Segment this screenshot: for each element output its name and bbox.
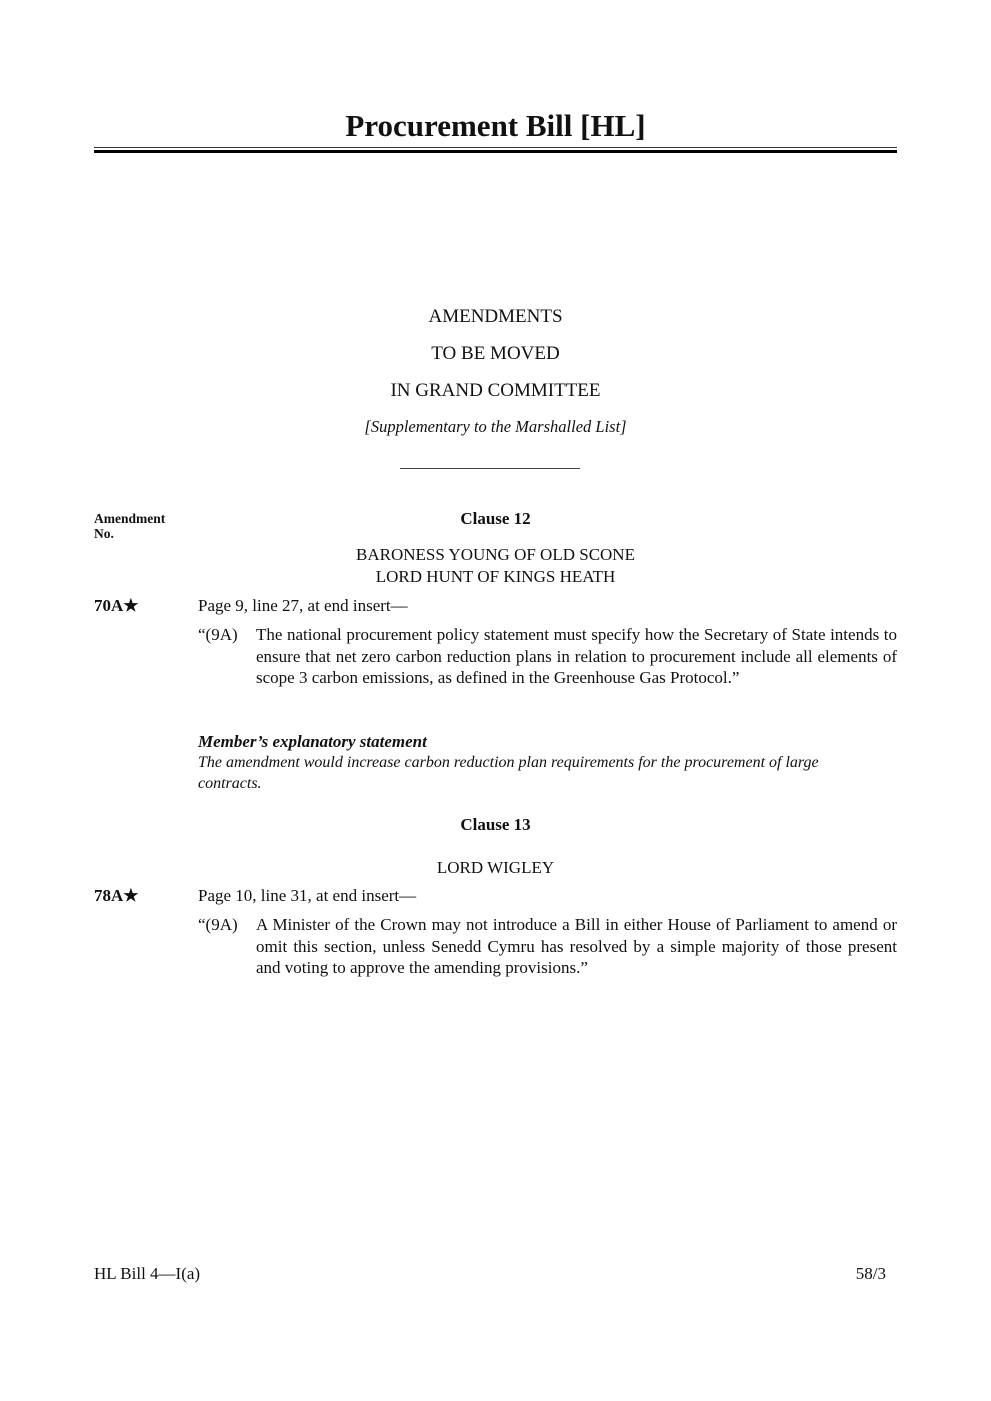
amendment-instruction: Page 9, line 27, at end insert— xyxy=(198,596,408,615)
footer-page-number: 58/3 xyxy=(855,1264,886,1283)
paragraph-text: A Minister of the Crown may not introduce a Bill in either House of Parliament to amend or omit this section, unless Senedd Cymru has resolved by a simple majority of those present and voting to approve the amending provisions.” xyxy=(256,915,897,977)
footer-bill-reference: HL Bill 4—I(a) xyxy=(94,1264,201,1283)
title-rule-thick xyxy=(94,150,897,153)
amendment-no-label: Amendment No. xyxy=(94,511,166,541)
amendment-number: 70A★ xyxy=(94,596,139,615)
explanatory-statement xyxy=(198,731,897,794)
amendment-paragraph xyxy=(198,914,897,979)
member-name: BARONESS YOUNG OF OLD SCONE xyxy=(356,545,635,564)
member-name: LORD WIGLEY xyxy=(436,858,555,877)
paragraph-label: “(9A) xyxy=(198,625,238,644)
statement-text: The amendment would increase carbon reduction plan requirements for the procurement of large contracts. xyxy=(198,754,819,792)
page-title: Procurement Bill [HL] xyxy=(345,108,646,143)
divider xyxy=(400,468,580,469)
title-rule-thin xyxy=(94,147,897,148)
amendment-instruction: Page 10, line 31, at end insert— xyxy=(198,886,417,905)
amendment-paragraph xyxy=(198,624,897,689)
clause-heading: Clause 13 xyxy=(460,815,531,834)
heading-line-3: IN GRAND COMMITTEE xyxy=(390,380,601,401)
subheading: [Supplementary to the Marshalled List] xyxy=(364,417,627,436)
heading-line-2: TO BE MOVED xyxy=(431,343,560,364)
paragraph-text: The national procurement policy statement must specify how the Secretary of State intends to ensure that net zero carbon reduction plans in relation to procurement include all elements of scope 3 carbon emissions, as defined in the Greenhouse Gas Protocol.” xyxy=(256,625,897,687)
clause-heading: Clause 12 xyxy=(460,509,531,528)
member-name: LORD HUNT OF KINGS HEATH xyxy=(375,567,616,586)
heading-line-1: AMENDMENTS xyxy=(428,306,563,327)
paragraph-label: “(9A) xyxy=(198,915,238,934)
amendment-number: 78A★ xyxy=(94,886,139,905)
statement-heading: Member’s explanatory statement xyxy=(198,732,427,751)
